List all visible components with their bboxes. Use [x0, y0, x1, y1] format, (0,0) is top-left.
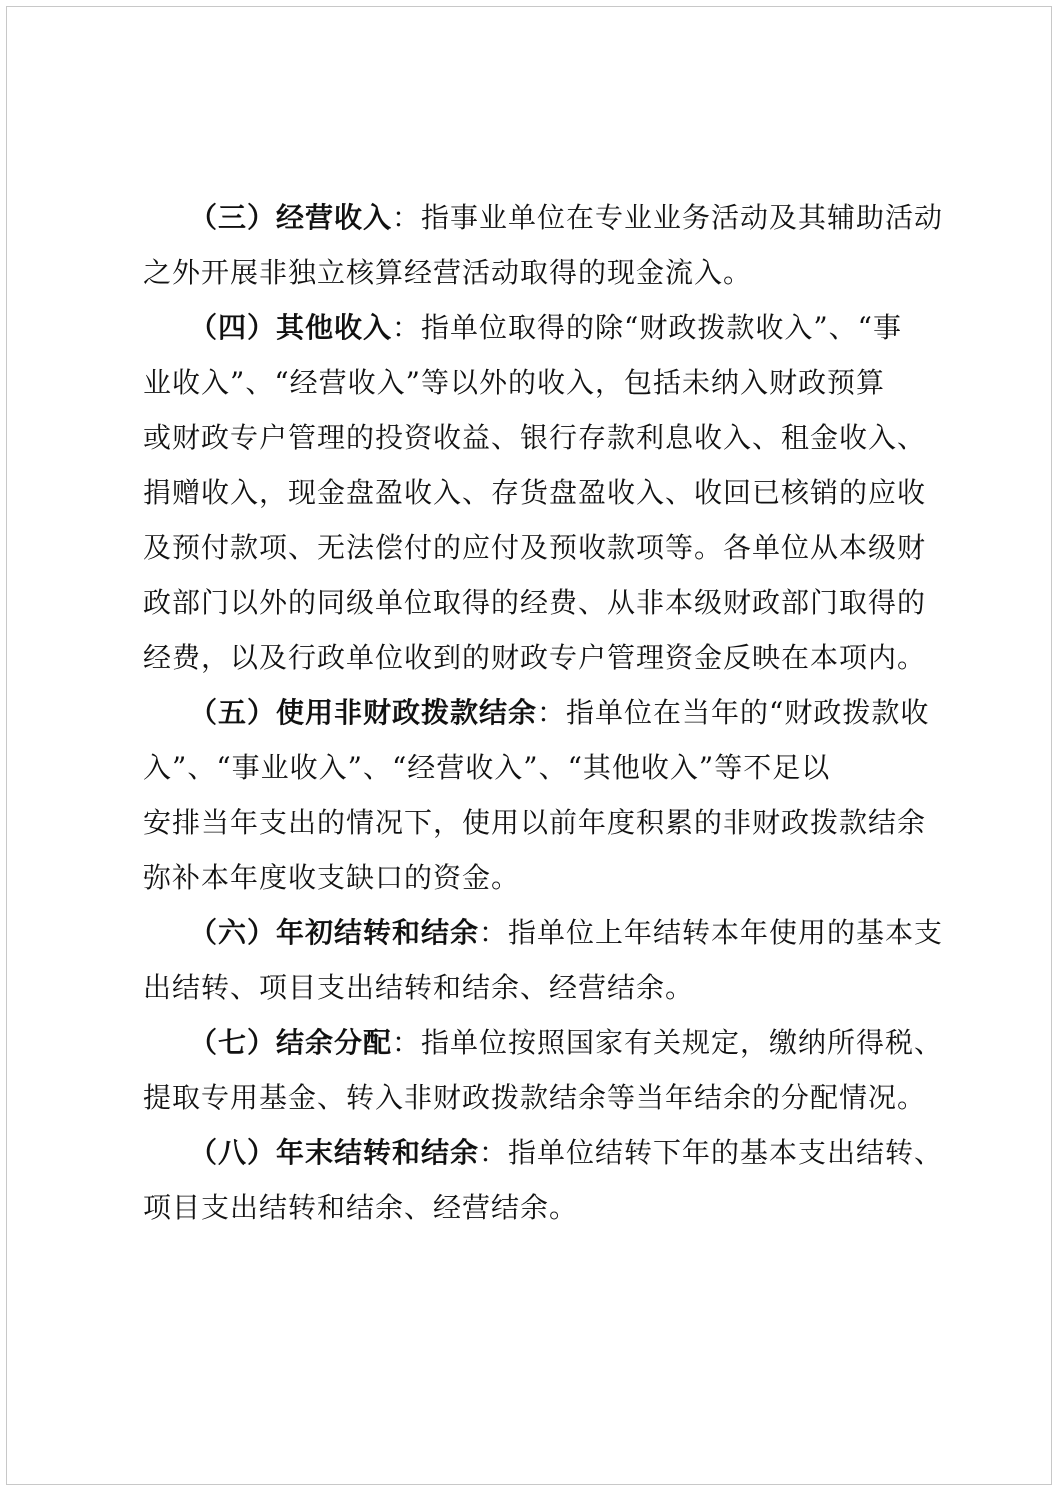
paragraph-closing-carryover — [143, 1125, 944, 1235]
paragraph-heading: （三）经营收入 — [189, 201, 393, 234]
paragraph-heading: （八）年末结转和结余 — [189, 1136, 480, 1169]
paragraph-line: 之外开展非独立核算经营活动取得的现金流入。 — [143, 256, 753, 289]
paragraph-line: 政部门以外的同级单位取得的经费、从非本级财政部门取得的 — [143, 586, 927, 619]
paragraph-first-line — [143, 300, 923, 355]
paragraph-opening-carryover — [143, 905, 944, 1015]
paragraph-non-fiscal-surplus — [143, 685, 930, 905]
paragraph-line: 出结转、项目支出结转和结余、经营结余。 — [143, 971, 695, 1004]
paragraph-heading: （六）年初结转和结余 — [189, 916, 480, 949]
paragraph-text: ：指单位取得的除“财政拨款收入”、“事 — [392, 311, 902, 344]
paragraph-surplus-distribution — [143, 1015, 944, 1125]
paragraph-first-line — [143, 905, 944, 960]
paragraph-operating-income — [143, 190, 944, 300]
paragraph-line: 及预付款项、无法偿付的应付及预收款项等。各单位从本级财 — [143, 531, 927, 564]
paragraph-heading: （四）其他收入 — [189, 311, 393, 344]
paragraph-text: ：指单位按照国家有关规定，缴纳所得税、 — [392, 1026, 944, 1059]
paragraph-text: ：指单位在当年的“财政拨款收 — [537, 696, 930, 729]
paragraph-other-income — [143, 300, 927, 685]
paragraph-text: ：指单位结转下年的基本支出结转、 — [479, 1136, 944, 1169]
paragraph-first-line — [143, 685, 930, 740]
paragraph-first-line — [143, 1125, 944, 1180]
paragraph-line: 入”、“事业收入”、“经营收入”、“其他收入”等不足以 — [143, 751, 831, 784]
paragraph-line: 弥补本年度收支缺口的资金。 — [143, 861, 521, 894]
paragraph-first-line — [143, 1015, 944, 1070]
paragraph-line: 业收入”、“经营收入”等以外的收入，包括未纳入财政预算 — [143, 366, 885, 399]
paragraph-line: 经费，以及行政单位收到的财政专户管理资金反映在本项内。 — [143, 641, 927, 674]
document-body — [143, 190, 944, 1235]
paragraph-heading: （七）结余分配 — [189, 1026, 393, 1059]
paragraph-line: 项目支出结转和结余、经营结余。 — [143, 1191, 579, 1224]
paragraph-text: ：指单位上年结转本年使用的基本支 — [479, 916, 944, 949]
paragraph-first-line — [143, 190, 944, 245]
paragraph-text: ：指事业单位在专业业务活动及其辅助活动 — [392, 201, 944, 234]
paragraph-line: 提取专用基金、转入非财政拨款结余等当年结余的分配情况。 — [143, 1081, 927, 1114]
paragraph-heading: （五）使用非财政拨款结余 — [189, 696, 538, 729]
paragraph-line: 或财政专户管理的投资收益、银行存款利息收入、租金收入、 — [143, 421, 927, 454]
paragraph-line: 安排当年支出的情况下，使用以前年度积累的非财政拨款结余 — [143, 806, 927, 839]
paragraph-line: 捐赠收入，现金盘盈收入、存货盘盈收入、收回已核销的应收 — [143, 476, 927, 509]
